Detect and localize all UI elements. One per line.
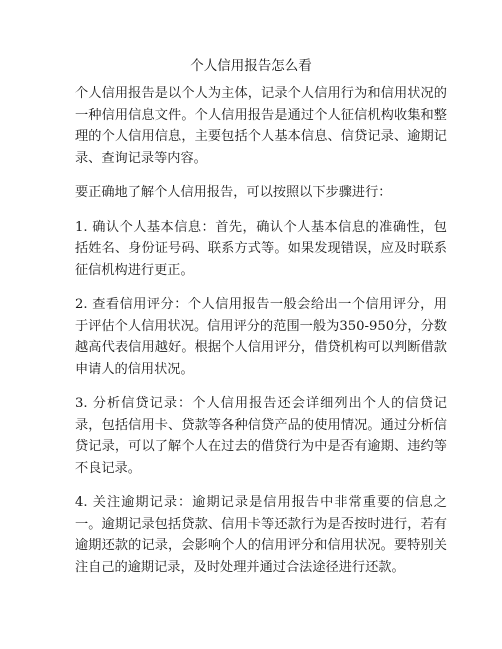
paragraph-step-4: 4. 关注逾期记录：逾期记录是信用报告中非常重要的信息之一。逾期记录包括贷款、信用卡等还款行为是否按时进行，若有逾期还款的记录，会影响个人的信用评分和信用状况。要特别关注自己的逾期记录，及时处理并通过合法途径进行还款。 [75,495,447,575]
paragraph-step-1: 1. 确认个人基本信息：首先，确认个人基本信息的准确性，包括姓名、身份证号码、联系方式等。如果发现错误，应及时联系征信机构进行更正。 [75,219,447,278]
paragraph-steps-intro: 要正确地了解个人信用报告，可以按照以下步骤进行： [75,185,392,200]
document-body [75,83,447,591]
document-title: 个人信用报告怎么看 [190,58,312,74]
paragraph-intro: 个人信用报告是以个人为主体，记录个人信用行为和信用状况的一种信用信息文件。个人信用报告是通过个人征信机构收集和整理的个人信用信息，主要包括个人基本信息、信贷记录、逾期记录、查询记录等内容。 [75,86,447,166]
paragraph-step-2: 2. 查看信用评分：个人信用报告一般会给出一个信用评分，用于评估个人信用状况。信用评分的范围一般为350-950分，分数越高代表信用越好。根据个人信用评分，借贷机构可以判断借款申请人的信用状况。 [75,297,447,377]
paragraph-step-3: 3. 分析信贷记录：个人信用报告还会详细列出个人的信贷记录，包括信用卡、贷款等各种信贷产品的使用情况。通过分析信贷记录，可以了解个人在过去的借贷行为中是否有逾期、违约等不良记录。 [75,396,447,476]
